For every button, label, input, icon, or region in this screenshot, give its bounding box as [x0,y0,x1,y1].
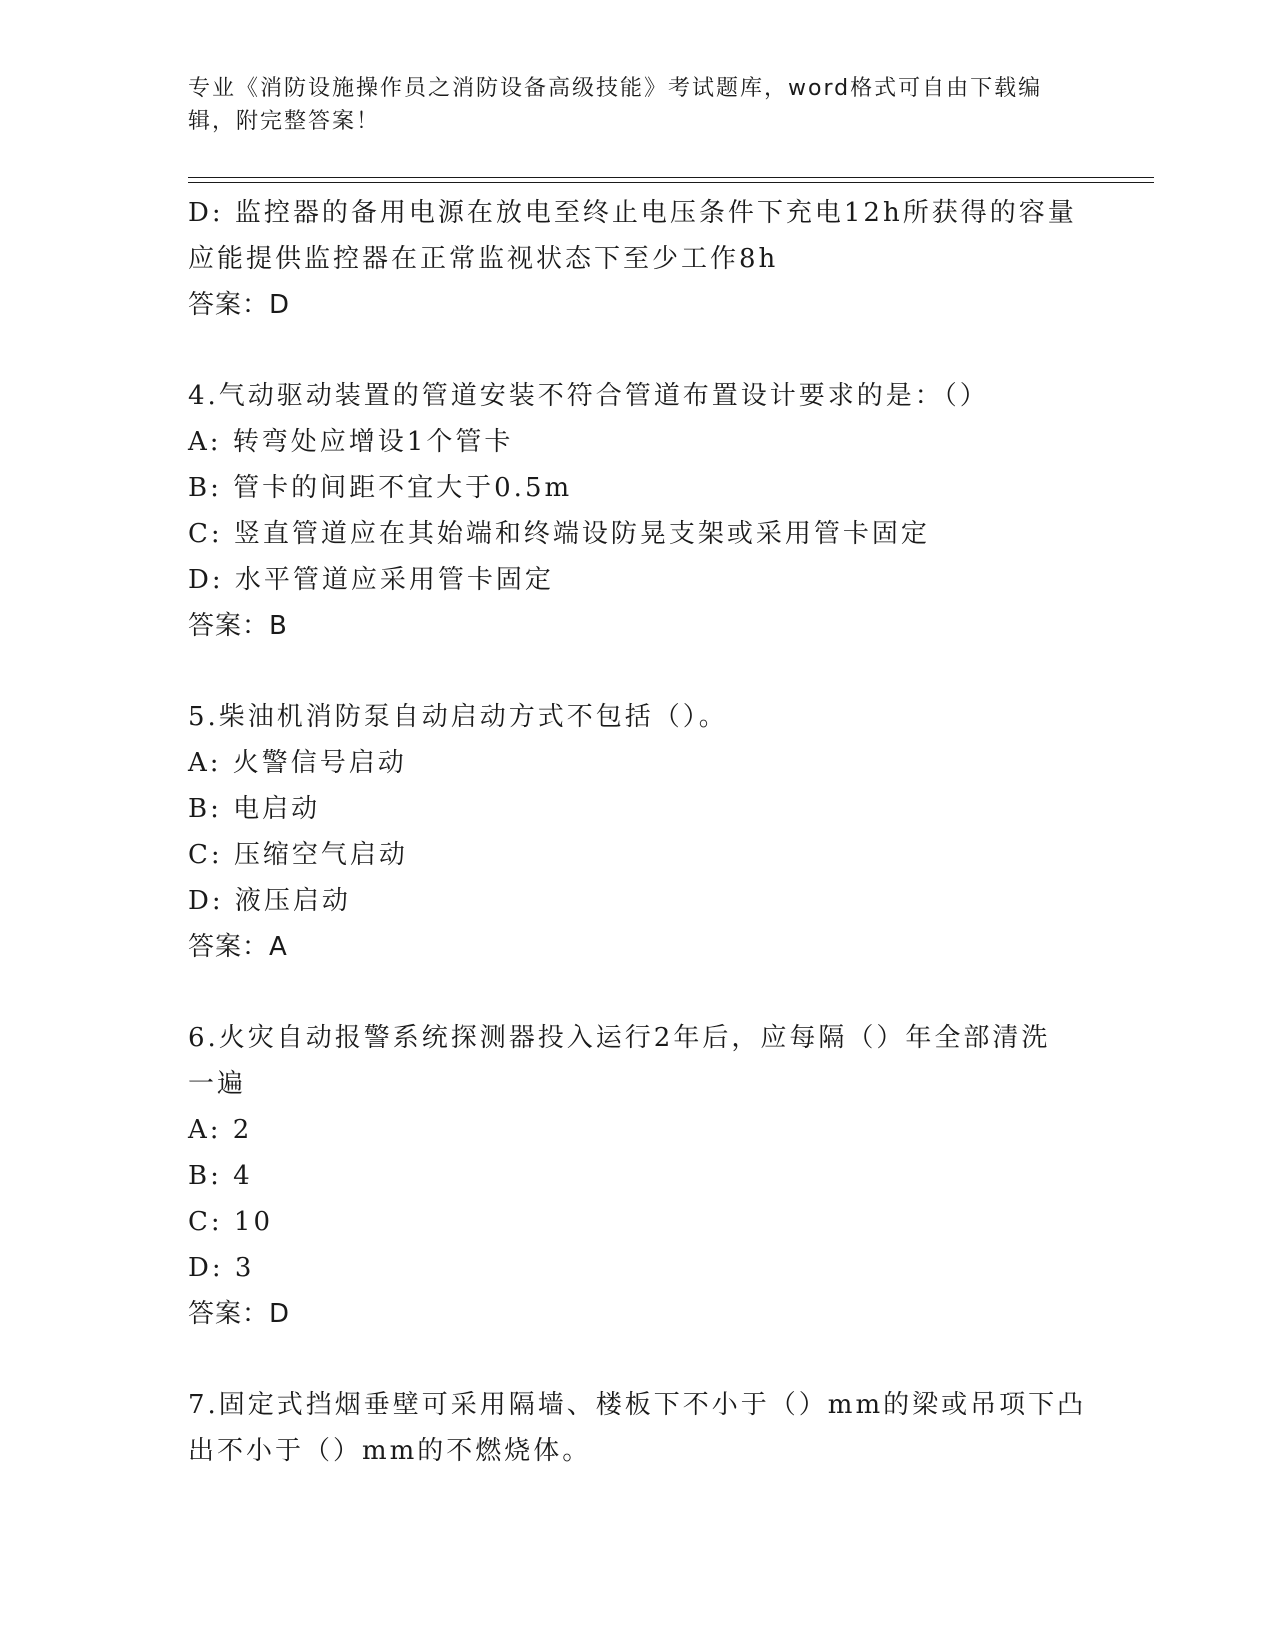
option-b: B: 4 [188,1161,253,1191]
option-b: B: 管卡的间距不宜大于0.5m [188,473,573,503]
option-d: D: 液压启动 [188,886,351,916]
option-c: C: 竖直管道应在其始端和终端设防晃支架或采用管卡固定 [188,519,930,549]
header-divider-bottom [188,182,1154,183]
header-line-1: 专业《消防设施操作员之消防设备高级技能》考试题库，word格式可自由下载编 [188,76,1043,101]
question-5 [188,694,1088,970]
answer-line: 答案：D [188,290,291,320]
option-b: B: 电启动 [188,794,321,824]
question-content [188,190,1088,1474]
answer-line: 答案：D [188,1299,291,1329]
document-header [188,72,1088,138]
option-d: D: 3 [188,1253,255,1283]
option-d-continued: 应能提供监控器在正常监视状态下至少工作8h [188,244,779,274]
header-line-2: 辑，附完整答案！ [188,109,381,134]
question-text-continued: 一遍 [188,1069,247,1099]
question-text: 7.固定式挡烟垂壁可采用隔墙、楼板下不小于（）mm的梁或吊项下凸 [188,1390,1087,1420]
question-text: 4.气动驱动装置的管道安装不符合管道布置设计要求的是：（） [188,381,989,411]
option-d: D: 监控器的备用电源在放电至终止电压条件下充电12h所获得的容量 [188,198,1077,228]
option-a: A: 2 [188,1115,253,1145]
question-text: 6.火灾自动报警系统探测器投入运行2年后，应每隔（）年全部清洗 [188,1023,1051,1053]
question-text-continued: 出不小于（）mm的不燃烧体。 [188,1436,592,1466]
header-divider-top [188,177,1154,178]
prev-question-tail [188,190,1088,328]
question-6 [188,1015,1088,1337]
question-4 [188,373,1088,649]
answer-line: 答案：B [188,611,288,641]
answer-line: 答案：A [188,932,288,962]
question-7 [188,1382,1088,1474]
option-a: A: 转弯处应增设1个管卡 [188,427,514,457]
option-a: A: 火警信号启动 [188,748,407,778]
option-c: C: 10 [188,1207,274,1237]
question-text: 5.柴油机消防泵自动启动方式不包括（）。 [188,702,728,732]
option-d: D: 水平管道应采用管卡固定 [188,565,554,595]
option-c: C: 压缩空气启动 [188,840,408,870]
